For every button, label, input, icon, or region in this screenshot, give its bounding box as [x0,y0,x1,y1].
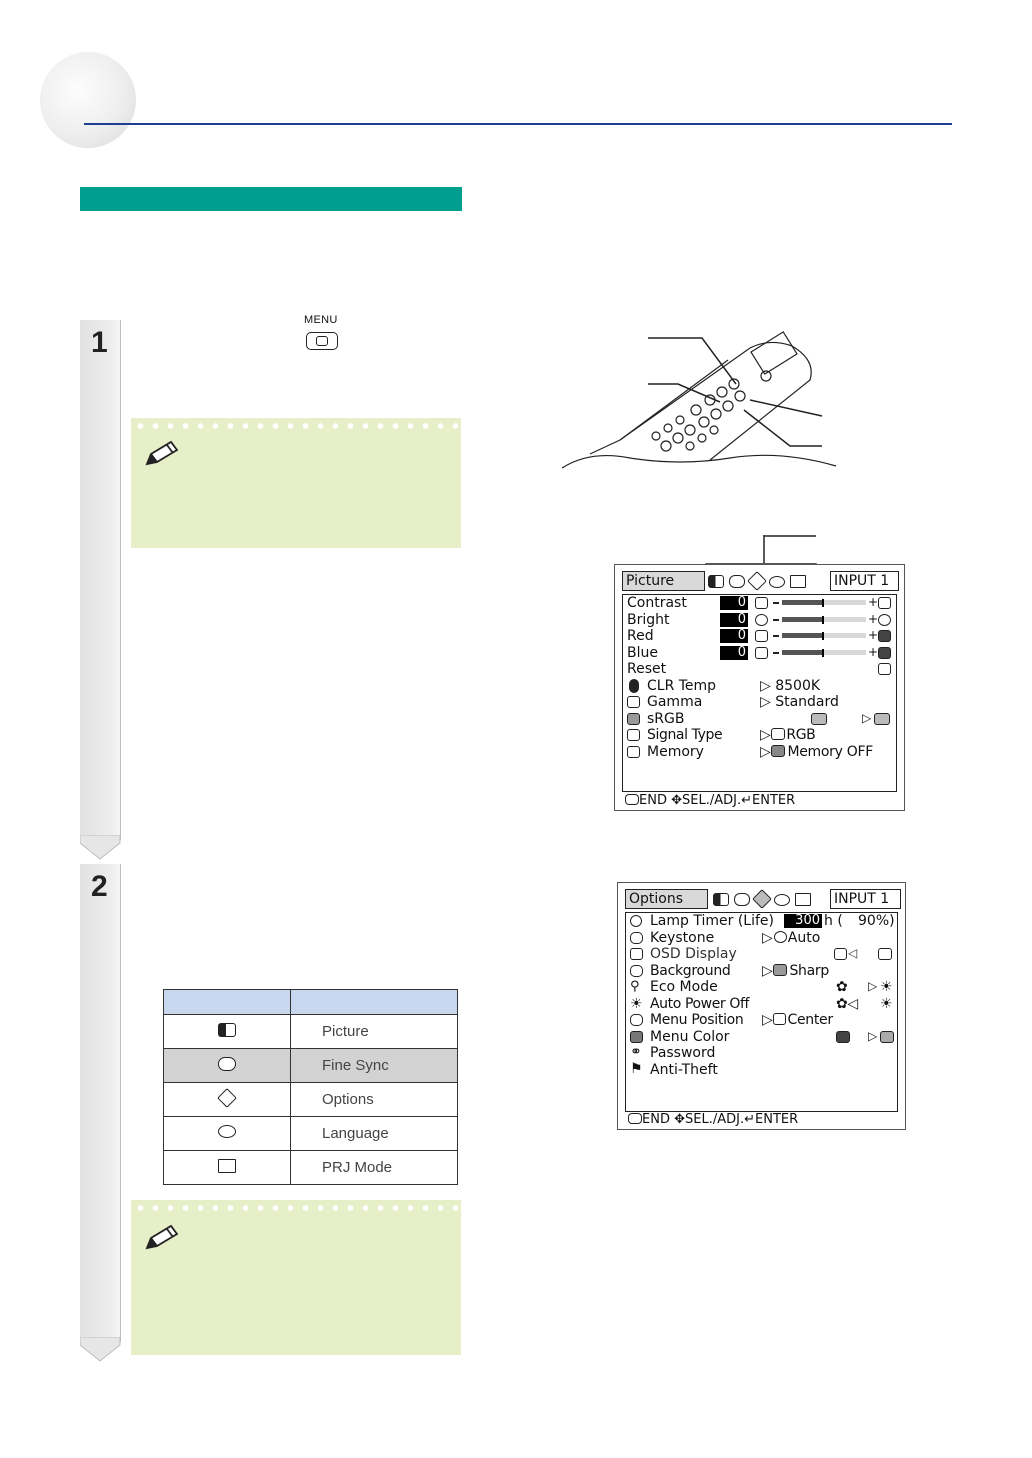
language-icon[interactable] [769,576,785,588]
menu-key-icon [306,332,338,350]
anti-theft-row[interactable]: ⚑ Anti-Theft [630,1060,718,1078]
picture-menu-icons [708,573,806,592]
picture-osd-footer: END ✥SEL./ADJ.↵ENTER [625,793,795,808]
language-icon [218,1125,236,1138]
osd-display-icon [630,948,643,960]
bright-value: 0 [720,613,748,627]
center-icon [773,1013,786,1025]
signal-type-icon [627,729,640,741]
osd-display-row[interactable]: OSD Display ◁ [630,946,898,963]
section-bar [80,187,462,211]
fine-sync-icon[interactable] [729,575,745,588]
step-1-number: 1 [91,326,108,359]
srgb-off-icon [811,713,827,725]
power-sun-icon: ☀ [880,995,893,1012]
prj-mode-icon[interactable] [795,893,811,906]
power-leaf-icon: ✿◁ [836,995,858,1012]
eco-mode-icon: ⚲ [630,979,640,994]
picture-tab-title[interactable]: Picture [622,571,705,591]
gamma-icon [627,696,640,708]
blue-high-icon [878,647,891,659]
options-menu-screen [617,882,906,1130]
language-icon[interactable] [774,894,790,906]
thermometer-icon [629,679,639,693]
picture-input-label: INPUT 1 [830,571,899,591]
options-icon[interactable] [747,571,767,591]
srgb-on-icon [874,713,890,725]
background-icon [630,965,643,977]
sharp-logo-icon [773,964,787,976]
menu-table-row-prj-mode: PRJ Mode [164,1151,458,1185]
menu-table [163,989,458,1185]
lamp-timer-icon [630,915,642,927]
keystone-setting: ▷ Auto [762,929,821,946]
background-row[interactable]: Background ▷ Sharp [630,963,898,980]
bright-low-icon [755,614,768,626]
keystone-icon [630,932,643,944]
fine-sync-icon [218,1057,236,1071]
gamma-row[interactable]: Gamma ▷ Standard [627,694,897,711]
rgb-icon [771,728,785,740]
menu-table-row-language: Language [164,1117,458,1151]
auto-power-off-row[interactable]: ☀ Auto Power Off ✿◁ ☀ [630,995,893,1012]
menu-table-row-fine-sync: Fine Sync [164,1049,458,1083]
menu-table-row-picture: Picture [164,1015,458,1049]
picture-icon[interactable] [713,893,729,906]
contrast-high-icon [878,597,891,609]
osd-display-on-icon [834,948,847,960]
reset-row[interactable]: Reset [627,661,897,678]
cross-arrows-icon: ✥ [671,793,682,808]
header-rule [84,123,952,125]
menu-end-icon [628,1113,642,1124]
contrast-slider[interactable]: + [773,597,883,609]
fine-sync-icon[interactable] [734,893,750,906]
signal-type-setting: ▷ RGB [760,727,816,743]
auto-icon [774,931,787,943]
signal-type-row[interactable]: Signal Type ▷ RGB [627,727,897,744]
options-menu-icons [713,891,811,910]
password-row[interactable]: ⚭ Password [630,1044,716,1061]
memory-icon [627,746,640,758]
remote-control-illustration [560,320,840,490]
note-pencil-icon [141,1222,185,1256]
memory-card-icon [771,745,785,757]
clr-temp-setting: ▷ 8500K [760,677,821,694]
blue-low-icon [755,647,768,659]
prj-mode-icon [218,1159,236,1173]
red-high-icon [878,630,891,642]
gamma-setting: ▷ Standard [760,694,839,710]
options-icon[interactable] [752,889,772,909]
picture-icon[interactable] [708,575,724,588]
step-2-number: 2 [91,870,108,903]
menu-color-icon [630,1031,643,1043]
menu-end-icon [625,794,639,805]
options-icon [217,1088,237,1108]
red-row[interactable]: Red 0 + [627,628,897,645]
menu-position-row[interactable]: Menu Position ▷ Center [630,1012,898,1029]
keystone-row[interactable]: Keystone ▷ Auto [630,930,898,947]
blue-row[interactable]: Blue 0 + [627,645,897,662]
picture-rows [627,595,897,760]
eco-bulb-icon: ☀ [880,979,893,995]
enter-arrow-icon: ↵ [744,1112,755,1127]
menu-color-row[interactable]: Menu Color ▷ [630,1029,898,1046]
osd-display-off-icon [878,948,892,960]
red-value: 0 [720,629,748,643]
header-decoration [40,52,136,148]
red-slider[interactable]: + [773,630,883,642]
options-osd-footer: END ✥SEL./ADJ.↵ENTER [628,1112,798,1127]
background-setting: ▷ Sharp [762,962,829,979]
menu-table-header [164,990,458,1015]
lamp-life-percent: 90%) [858,913,895,929]
menu-color-opaque-icon [836,1031,850,1043]
options-rows [630,913,898,1078]
bright-slider[interactable]: + [773,614,883,626]
memory-setting: ▷ Memory OFF [760,743,873,760]
blue-slider[interactable]: + [773,647,883,659]
step-2-panel [80,864,121,1342]
srgb-icon [627,713,640,725]
menu-key-label: MENU [304,314,338,326]
bright-row[interactable]: Bright 0 + [627,612,897,629]
blue-value: 0 [720,646,748,660]
auto-power-off-icon: ☀ [630,995,643,1012]
enter-arrow-icon: ↵ [741,793,752,808]
clr-temp-row[interactable]: CLR Temp ▷ 8500K [627,678,897,695]
eco-leaf-icon: ✿ [836,979,848,995]
options-input-label: INPUT 1 [830,889,901,909]
step-2-panel-tip [80,1337,121,1363]
eco-mode-row[interactable]: ⚲ Eco Mode ✿ ▷ ☀ [630,979,893,995]
anti-theft-icon: ⚑ [630,1060,643,1077]
lamp-timer-row[interactable]: Lamp Timer (Life) 300 h ( 90%) [630,913,898,930]
contrast-row[interactable]: Contrast 0 + [627,595,897,612]
picture-icon [218,1023,236,1037]
step-1-panel-tip [80,835,121,861]
note-pencil-icon [141,438,185,472]
key-icon: ⚭ [630,1044,642,1060]
lamp-hours-unit: h ( [824,913,843,929]
menu-table-row-options: Options [164,1083,458,1117]
bright-high-icon [878,614,891,626]
red-low-icon [755,630,768,642]
cross-arrows-icon: ✥ [674,1112,685,1127]
srgb-row[interactable]: sRGB ▷ [627,711,897,728]
menu-position-setting: ▷ Center [762,1012,833,1028]
step-1-panel [80,320,121,840]
picture-menu-screen [614,564,905,811]
reset-enter-icon [878,663,891,675]
menu-position-icon [630,1014,643,1026]
contrast-value: 0 [720,596,748,610]
menu-color-translucent-icon [880,1031,894,1043]
memory-row[interactable]: Memory ▷ Memory OFF [627,744,897,761]
contrast-low-icon [755,597,768,609]
lamp-hours-value: 300 [784,914,822,928]
prj-mode-icon[interactable] [790,575,806,588]
options-tab-title[interactable]: Options [625,889,708,909]
